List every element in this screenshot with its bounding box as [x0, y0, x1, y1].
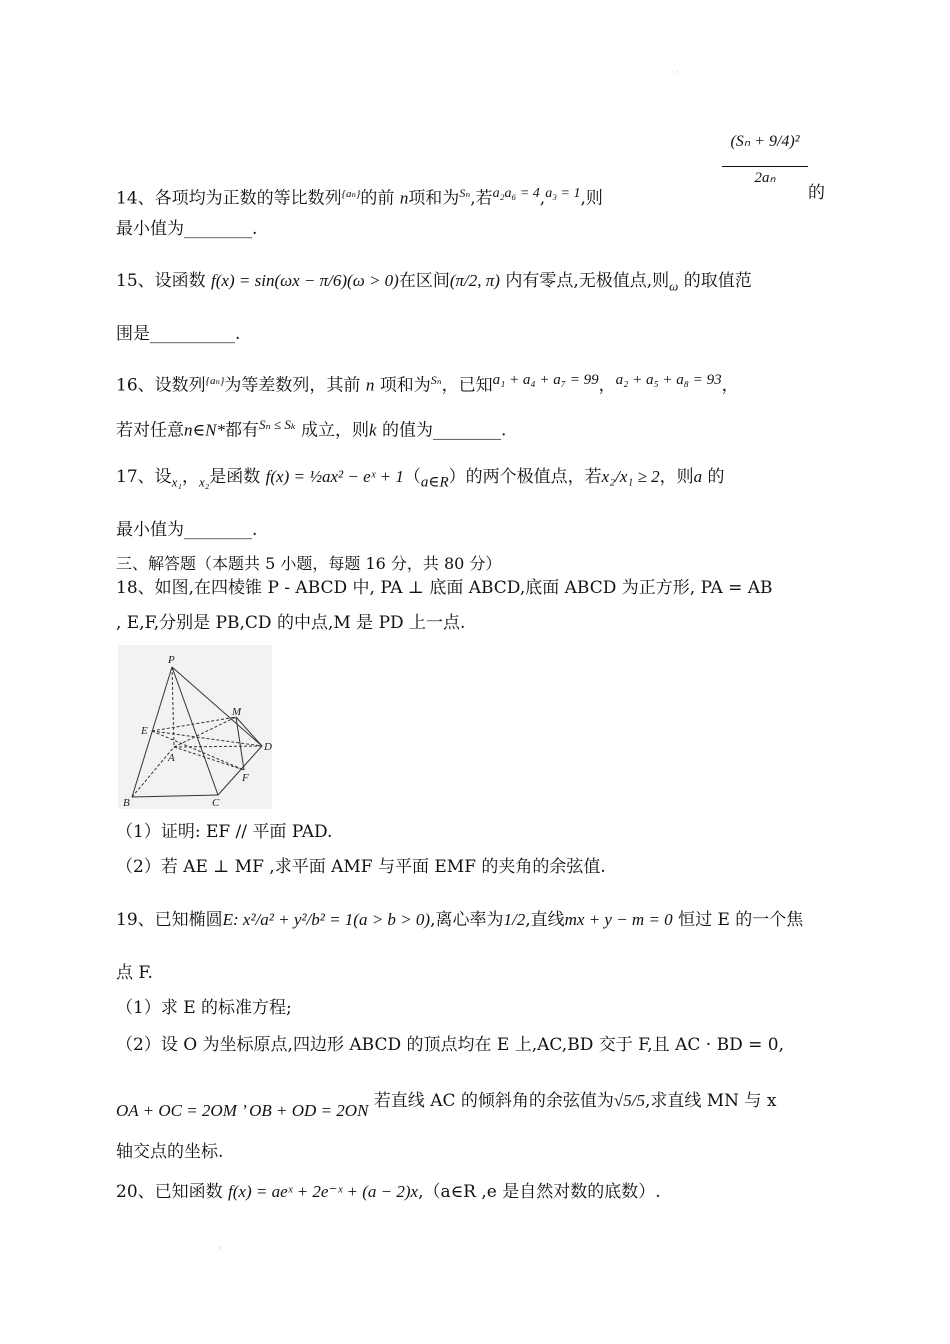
section-heading: 三、解答题（本题共 5 小题，每题 16 分，共 80 分） [116, 554, 502, 573]
vertex-label-P: P [168, 654, 175, 666]
scan-dot: · [218, 1244, 221, 1253]
q16-line2: 若对任意n∈N*都有$^{S_n \le S_k}$ 成立，则k 的值为________. [116, 417, 507, 441]
q20-line1: 20、已知函数 f(x) = aeˣ + 2e⁻ˣ + (a − 2)x,（a∈R ,e 是自然对数的底数）. [116, 1182, 661, 1202]
q19-line5: 轴交点的坐标. [116, 1142, 224, 1162]
q14-line1: 14、各项均为正数的等比数列$^{\{a_n\}}$的前 n项和为$^{S_n}$,若$^{a_2a_6 = 4}$,$^{a_3 = 1}$,则 [116, 186, 603, 209]
q16-line1: 16、设数列$^{\{a_n\}}$为等差数列，其前 n 项和为$^{S_n}$，已知$^{a_1 + a_4 + a_7 = 99}$，$^{a_2 + a_5 + a_8 = 93}$， [116, 372, 739, 396]
vertex-label-A: A [168, 752, 175, 764]
q14-fraction: (Sₙ + 9/4)² 2aₙ [722, 118, 808, 189]
pyramid-figure [118, 645, 272, 809]
q19-part1: （1）求 E 的标准方程; [116, 998, 292, 1018]
q15-line2: 围是__________. [116, 324, 241, 344]
q14-tail: 的 [808, 183, 825, 203]
vertex-label-B: B [123, 797, 130, 809]
q14-line2: 最小值为________. [116, 219, 258, 239]
scan-dot: · [676, 68, 679, 77]
q19-part2: （2）设 O 为坐标原点,四边形 ABCD 的顶点均在 E 上,AC,BD 交于 F,且 AC · BD = 0, [116, 1035, 784, 1055]
vertex-label-E: E [141, 725, 148, 737]
q19-line2: 点 F. [116, 963, 153, 983]
q19-line1: 19、已知椭圆E: x²/a² + y²/b² = 1(a > b > 0),离心率为1/2,直线mx + y − m = 0 恒过 E 的一个焦 [116, 910, 804, 930]
q18-part2: （2）若 AE ⊥ MF ,求平面 AMF 与平面 EMF 的夹角的余弦值. [116, 857, 606, 877]
vertex-label-C: C [212, 797, 220, 809]
q18-part1: （1）证明: EF // 平面 PAD. [116, 822, 333, 842]
vertex-label-D: D [264, 741, 272, 753]
q17-line2: 最小值为________. [116, 520, 258, 540]
pyramid-diagram [118, 645, 272, 809]
q17-line1: 17、设$_{x_1}$，$_{x_2}$是函数 f(x) = ½ax² − eˣ + $1(_{a\in R})$的两个极值点，若x₂/x₁ ≥ 2，则a 的 [116, 467, 725, 491]
q18-line1: 18、如图,在四棱锥 P - ABCD 中, PA ⊥ 底面 ABCD,底面 ABCD 为正方形, PA = AB [116, 578, 773, 598]
q19-line4: OA + OC = 2OM ’ OB + OD = 2ON 若直线 AC 的倾斜角的余弦值为√5/5,求直线 MN 与 x [116, 1091, 777, 1120]
q18-line2: , E,F,分别是 PB,CD 的中点,M 是 PD 上一点. [116, 613, 466, 633]
q15-line1: 15、设函数 f(x) = sin(ωx − π/6)(ω > 0)在区间(π/2, π) 内有零点,无极值点,则$_\omega$ 的取值范 [116, 271, 752, 294]
vertex-label-M: M [232, 706, 242, 718]
vertex-label-F: F [242, 772, 249, 784]
